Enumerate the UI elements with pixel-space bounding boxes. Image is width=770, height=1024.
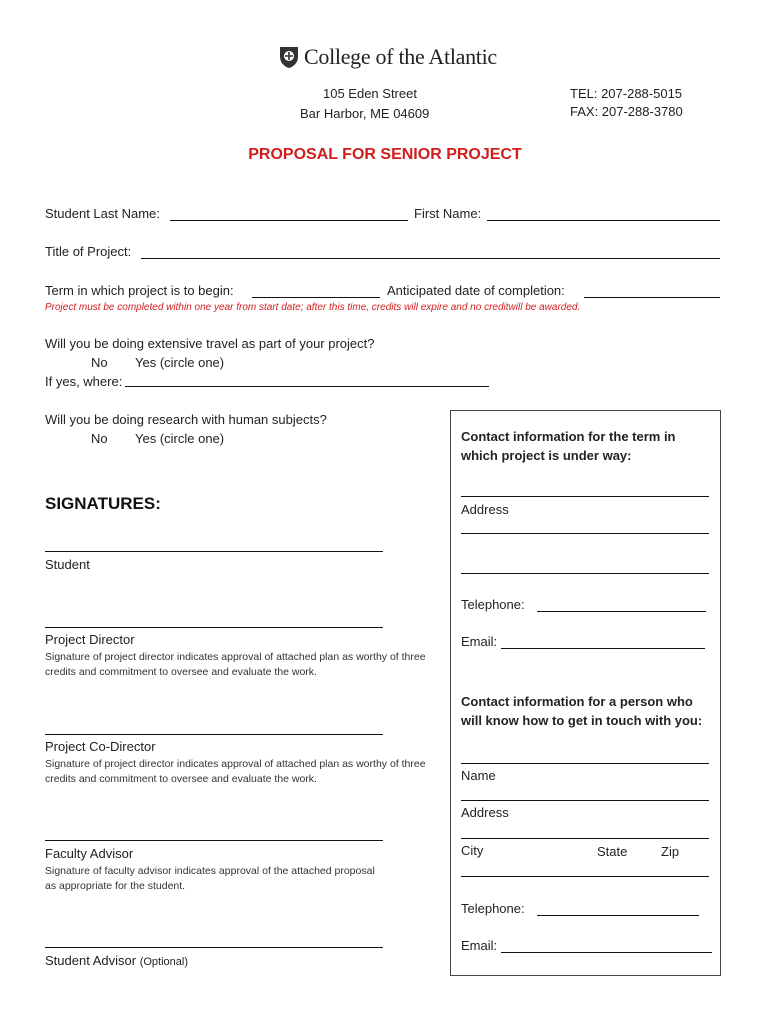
last-name-field[interactable] [170,220,408,221]
contact-telephone-label: Telephone: [461,597,525,612]
telephone-number: TEL: 207-288-5015 [570,86,683,101]
director-signature-label: Project Director [45,632,135,647]
first-name-label: First Name: [414,206,482,221]
person-name-label: Name [461,768,496,783]
fax-number: FAX: 207-288-3780 [570,104,683,119]
contact-line-1[interactable] [461,496,709,497]
completion-field[interactable] [584,297,720,298]
project-title-field[interactable] [141,258,720,259]
crest-icon [278,45,300,69]
person-telephone-label: Telephone: [461,901,525,916]
research-no-option[interactable]: No [91,431,108,446]
person-city-field[interactable] [461,838,709,839]
contact-telephone-field[interactable] [537,611,706,612]
contact-heading-term: Contact information for the term in which project is under way: [461,429,676,463]
travel-no-option[interactable]: No [91,355,108,370]
person-email-field[interactable] [501,952,712,953]
contact-email-label: Email: [461,634,498,649]
research-yes-option[interactable]: Yes (circle one) [135,431,225,446]
person-address-label: Address [461,805,509,820]
logo-text: College of the Atlantic [304,44,497,69]
contact-email-field[interactable] [501,648,705,649]
student-advisor-label [45,953,188,970]
person-city-state-zip-field[interactable] [461,876,709,877]
person-zip-label: Zip [661,844,680,859]
last-name-label: Student Last Name: [45,206,160,221]
address-line-1: 105 Eden Street [323,86,417,101]
co-director-note: Signature of project director indicates approval of attached plan as worthy of three credits and commitment to oversee and evaluate the work. [45,758,426,785]
person-telephone-field[interactable] [537,915,699,916]
contact-heading-person: Contact information for a person who will know how to get in touch with you: [461,694,703,728]
project-title-label: Title of Project: [45,244,132,259]
travel-where-field[interactable] [125,386,489,387]
student-advisor-signature-line[interactable] [45,947,383,948]
contact-address-field-2[interactable] [461,573,709,574]
student-signature-line[interactable] [45,551,383,552]
co-director-signature-line[interactable] [45,734,383,735]
optional-tag: (Optional) [139,956,188,968]
person-state-label: State [597,844,628,859]
first-name-field[interactable] [487,220,720,221]
completion-label: Anticipated date of completion: [387,283,565,298]
travel-question: Will you be doing extensive travel as part of your project? [45,336,375,351]
person-address-field[interactable] [461,800,709,801]
student-advisor-title: Student Advisor [45,953,137,968]
student-signature-label: Student [45,557,90,572]
co-director-signature-label: Project Co-Director [45,739,156,754]
expiry-note: Project must be completed within one year from start date; after this time, credits will expire and no creditwill be awarded. [45,302,581,313]
page-title: PROPOSAL FOR SENIOR PROJECT [248,146,522,163]
director-note: Signature of project director indicates approval of attached plan as worthy of three credits and commitment to oversee and evaluate the work. [45,651,426,678]
faculty-note: Signature of faculty advisor indicates approval of the attached proposal as appropriate for the student. [45,865,375,892]
signatures-heading: SIGNATURES: [45,494,161,513]
person-name-field[interactable] [461,763,709,764]
person-email-label: Email: [461,938,498,953]
term-field[interactable] [252,297,380,298]
director-signature-line[interactable] [45,627,383,628]
address-line-2: Bar Harbor, ME 04609 [300,106,430,121]
travel-where-label: If yes, where: [45,374,123,389]
contact-address-label: Address [461,502,509,517]
term-label: Term in which project is to begin: [45,283,234,298]
contact-address-field[interactable] [461,533,709,534]
college-logo [278,44,497,70]
research-question: Will you be doing research with human subjects? [45,412,327,427]
faculty-signature-label: Faculty Advisor [45,846,134,861]
person-city-label: City [461,843,484,858]
travel-yes-option[interactable]: Yes (circle one) [135,355,225,370]
faculty-signature-line[interactable] [45,840,383,841]
